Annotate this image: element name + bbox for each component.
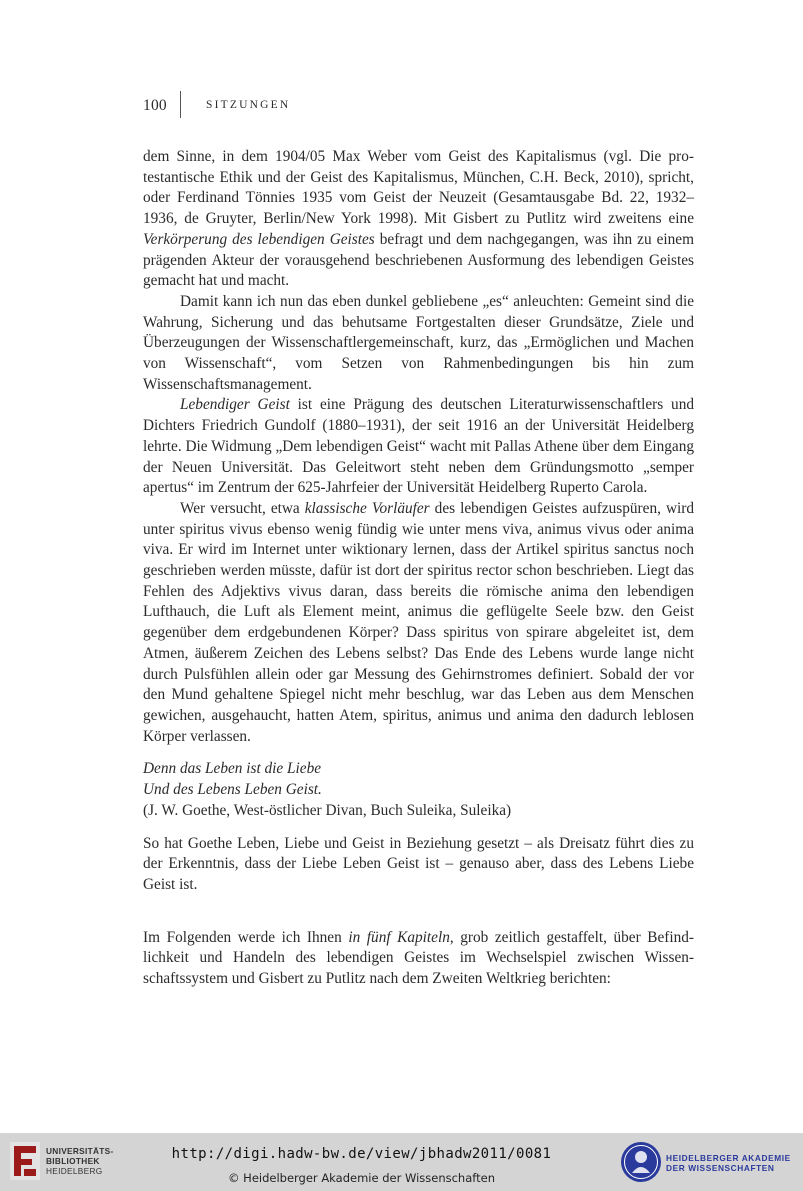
- header-divider: [180, 91, 181, 118]
- library-name: UNIVERSITÄTS- BIBLIOTHEK HEIDELBERG: [46, 1146, 114, 1176]
- copyright-notice: © Heidelberger Akademie der Wissenschaften: [228, 1171, 495, 1185]
- poem-source: (J. W. Goethe, West-östlicher Divan, Buch Suleika, Suleika): [143, 801, 512, 819]
- academy-name: HEIDELBERGER AKADEMIE DER WISSENSCHAFTEN: [666, 1153, 791, 1173]
- running-head: SITZUNGEN: [206, 99, 291, 111]
- paragraph: Lebendiger Geist ist eine Prägung des deutschen Literaturwissenschaftlers und Dichters Friedrich Gundolf (1880–1931), der seit 1916 an der Universität Heidelberg lehrte. Die Widmung „Dem lebendigen Geist“ wacht mit Pallas Athene über dem Eingang der Neuen Universität. Das Geleitwort steht neben dem Gründungsmotto „semper apertus“ im Zentrum der 625-Jahrfeier der Universität Heidelberg Ruperto Carola.: [143, 396, 694, 497]
- paragraph: Im Folgenden werde ich Ihnen in fünf Kapiteln, grob zeitlich gestaffelt, über Befindlichkeit und Handeln des lebendigen Geistes im Wechselspiel zwischen Wissenschaftssystem und Gisbert zu Putlitz nach dem Zweiten Weltkrieg berichten:: [143, 928, 694, 988]
- emphasis: Lebendiger Geist: [180, 396, 290, 414]
- emphasis: klassische Vorläufer: [304, 499, 430, 517]
- permalink-url[interactable]: http://digi.hadw-bw.de/view/jbhadw2011/0081: [171, 1146, 552, 1162]
- academy-seal-icon: [620, 1141, 662, 1183]
- paragraph: So hat Goethe Leben, Liebe und Geist in Beziehung gesetzt – als Dreisatz führt dies zu der Erkenntnis, dass der Liebe Leben Geist ist – genauso aber, dass des Lebens Liebe Geist ist.: [143, 834, 694, 893]
- poem-quote: [143, 759, 694, 821]
- page-number: 100: [143, 97, 167, 114]
- digital-library-footer: [0, 1133, 803, 1191]
- emphasis: Verkörperung des lebendigen Geistes: [143, 230, 375, 248]
- poem-line: Und des Lebens Leben Geist.: [143, 781, 322, 799]
- page-body: [143, 147, 694, 990]
- paragraph: dem Sinne, in dem 1904/05 Max Weber vom Geist des Kapitalismus (vgl. Die protestantische Ethik und der Geist des Kapitalismus, München, C.H. Beck, 2010), spricht, oder Ferdinand Tönnies 1935 vom Geist der Neuzeit (Gesamtausgabe Bd. 22, 1932–1936, de Gruyter, Berlin/New York 1998). Mit Gisbert zu Putlitz wird zweitens eine Verkörperung des lebendigen Geistes befragt und dem nachgegangen, was ihn zu einem prägenden Akteur der vorausgehend beschriebenen Ausformung des lebendigen Geistes gemacht hat und macht.: [143, 148, 694, 290]
- paragraph: Damit kann ich nun das eben dunkel gebliebene „es“ anleuchten: Gemeint sind die Wahrung, Sicherung und das behutsame Fortgestalten dieser Grundsätze, Ziele und Überzeugungen der Wissenschaftlergemeinschaft, kurz, das „Ermöglichen und Machen von Wissenschaft“, vom Setzen von Rahmenbedingungen bis hin zum Wissenschaftsmanagement.: [143, 292, 694, 393]
- emphasis: in fünf Kapiteln: [348, 928, 450, 946]
- poem-line: Denn das Leben ist die Liebe: [143, 760, 322, 778]
- paragraph: Wer versucht, etwa klassische Vorläufer des lebendigen Geistes aufzuspüren, wird unter spiritus vivus ebenso wenig fündig wie unter mens viva, animus vivus oder anima viva. Er wird im Internet unter wiktionary lernen, dass der Artikel spiritus sanctus noch geschrieben werden müsste, dafür ist dort der spiritus rector schon beschrieben. Liegt das Fehlen des Adjektivs vivus daran, dass bereits die römische anima den lebendigen Lufthauch, die Luft als Element meint, animus die geflügelte Seele bzw. den Geist gegenüber dem erdgebundenen Körper? Dass spiritus von spirare abgeleitet ist, dem Atmen, äußerem Zeichen des Lebens selbst? Das Ende des Lebens wurde lange nicht durch Pulsfühlen allein oder gar Messung des Gehirnstromes definiert. Sobald der vor den Mund gehaltene Spiegel nicht mehr beschlug, war das Leben aus dem Menschen gewichen, ausgehaucht, hatten Atem, spiritus, animus und anima den dadurch leblosen Körper verlassen.: [143, 499, 694, 745]
